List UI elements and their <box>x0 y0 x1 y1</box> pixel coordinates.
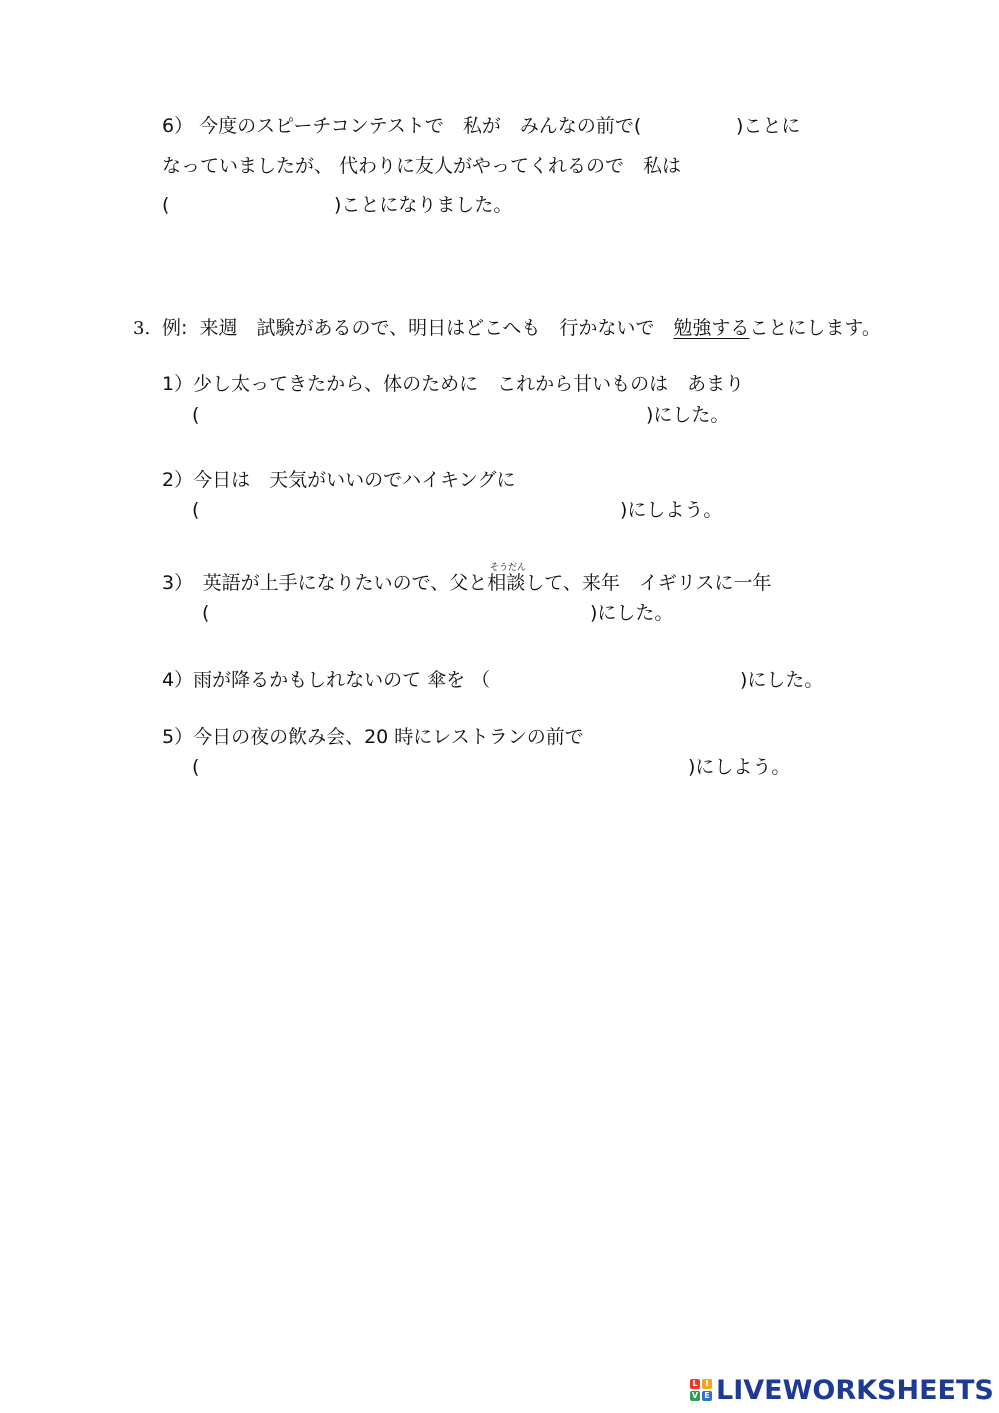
example-text-start: 例: 来週 試験があるので、明日はどこへも 行かないで <box>162 317 674 339</box>
liveworksheets-logo <box>690 1374 994 1406</box>
logo-icon-tile-v: V <box>691 1391 699 1400</box>
item2-text: 2）今日は 天気がいいのでハイキングに <box>162 469 516 491</box>
logo-icon-tile-l: L <box>690 1379 700 1389</box>
item1-answer[interactable] <box>202 402 650 428</box>
item3-open-paren: ( <box>202 602 210 624</box>
example-text-end: ことにします。 <box>749 317 881 339</box>
item1-close: )にした。 <box>646 404 730 426</box>
item5-answer[interactable] <box>202 754 692 780</box>
item1-open-paren: ( <box>192 404 200 426</box>
logo-icon-tile-e: E <box>702 1391 712 1401</box>
item5-close: )にしよう。 <box>688 756 791 778</box>
logo-icon-tile-i: I <box>702 1379 712 1389</box>
q6-line2: なっていましたが、 代わりに友人がやってくれるので 私は <box>162 155 682 177</box>
q6-answer-2[interactable] <box>172 192 338 218</box>
item5-text: 5）今日の夜の飲み会、20 時にレストランの前で <box>162 726 584 748</box>
item4-answer[interactable] <box>498 667 742 693</box>
q6-line3-open: ( <box>162 194 170 216</box>
logo-text: LIVEWORKSHEETS <box>716 1374 994 1406</box>
item3-text: 3） 英語が上手になりたいので、父と相談して、来年 イギリスに一年 <box>162 572 772 594</box>
item1-text: 1）少し太ってきたから、体のために これから甘いものは あまり <box>162 373 745 395</box>
item2-open-paren: ( <box>192 499 200 521</box>
section-number: 3. <box>133 318 151 339</box>
item5-open-paren: ( <box>192 756 200 778</box>
item4-text: 4）雨が降るかもしれないのて 傘を （ <box>162 669 491 691</box>
liveworksheets-logo-icon <box>690 1379 712 1401</box>
q6-answer-1[interactable] <box>640 113 740 139</box>
example-underlined-verb: 勉強する <box>673 317 750 339</box>
item2-close: )にしよう。 <box>620 499 723 521</box>
q6-line1-start: 6） 今度のスピーチコンテストで 私が みんなの前で( <box>162 115 642 137</box>
ruby-sodan: そうだん <box>490 563 527 573</box>
item3-answer[interactable] <box>212 600 594 626</box>
item2-answer[interactable] <box>202 497 624 523</box>
q6-line1-end: )ことに <box>736 115 801 137</box>
item3-close: )にした。 <box>590 602 674 624</box>
q6-line3-end: )ことになりました。 <box>334 194 513 216</box>
example-sentence <box>162 316 881 340</box>
item4-close: )にした。 <box>740 669 824 691</box>
